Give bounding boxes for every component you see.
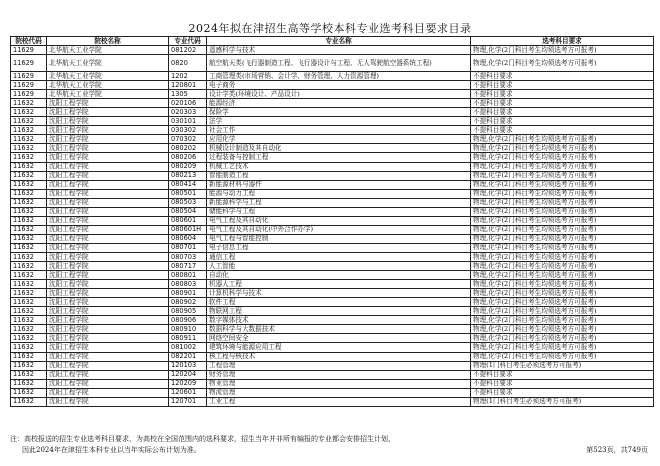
- major-name-cell: 新能源材料与器件: [207, 180, 471, 189]
- major-code-cell: 120701: [169, 397, 207, 406]
- subject-requirement-cell: 物理,化学(2门科目考生均须选考方可报考): [471, 144, 654, 153]
- major-name-cell: 电子信息工程: [207, 243, 471, 252]
- major-name-cell: 机械工艺技术: [207, 162, 471, 171]
- school-code-cell: 11629: [11, 72, 47, 81]
- school-name-cell: 沈阳工程学院: [47, 334, 169, 343]
- major-code-cell: 080902: [169, 298, 207, 307]
- subject-requirement-cell: 不提科目要求: [471, 117, 654, 126]
- school-name-cell: 沈阳工程学院: [47, 325, 169, 334]
- table-row: [11, 370, 654, 379]
- major-code-cell: 080911: [169, 334, 207, 343]
- school-name-cell: 沈阳工程学院: [47, 162, 169, 171]
- table-row: [11, 334, 654, 343]
- school-name-cell: 沈阳工程学院: [47, 316, 169, 325]
- header-major-name: 专业名称: [207, 37, 471, 46]
- subject-requirement-cell: 物理,化学(2门科目考生均须选考方可报考): [471, 280, 654, 289]
- table-row: [11, 207, 654, 216]
- table-row: [11, 343, 654, 352]
- page-indicator: 第523页，共749页: [586, 446, 648, 454]
- major-code-cell: 1305: [169, 90, 207, 99]
- major-code-cell: 030101: [169, 117, 207, 126]
- major-name-cell: 应用化学: [207, 135, 471, 144]
- school-code-cell: 11632: [11, 307, 47, 316]
- table-row: [11, 72, 654, 81]
- table-row: [11, 99, 654, 108]
- subject-requirement-cell: 不提科目要求: [471, 388, 654, 397]
- header-school-name: 院校名称: [47, 37, 169, 46]
- major-code-cell: 030302: [169, 126, 207, 135]
- major-name-cell: 数据科学与大数据技术: [207, 325, 471, 334]
- school-code-cell: 11632: [11, 126, 47, 135]
- major-code-cell: 080209: [169, 162, 207, 171]
- major-name-cell: 能源与动力工程: [207, 189, 471, 198]
- major-code-cell: 020106: [169, 99, 207, 108]
- school-name-cell: 沈阳工程学院: [47, 307, 169, 316]
- major-code-cell: 080601H: [169, 225, 207, 234]
- school-name-cell: 沈阳工程学院: [47, 216, 169, 225]
- school-code-cell: 11632: [11, 379, 47, 388]
- table-row: [11, 153, 654, 162]
- table-row: [11, 325, 654, 334]
- major-name-cell: 储能科学与工程: [207, 207, 471, 216]
- major-code-cell: 1202: [169, 72, 207, 81]
- subject-requirement-cell: 物理,化学(2门科目考生均须选考方可报考): [471, 162, 654, 171]
- school-name-cell: 沈阳工程学院: [47, 280, 169, 289]
- school-name-cell: 沈阳工程学院: [47, 135, 169, 144]
- table-row: [11, 361, 654, 370]
- table-row: [11, 243, 654, 252]
- subject-requirement-cell: 物理,化学(2门科目考生均须选考方可报考): [471, 46, 654, 55]
- subject-requirement-cell: 物理,化学(2门科目考生均须选考方可报考): [471, 189, 654, 198]
- table-row: [11, 397, 654, 406]
- school-name-cell: 北华航天工业学院: [47, 46, 169, 55]
- school-name-cell: 沈阳工程学院: [47, 234, 169, 243]
- major-name-cell: 物流管理: [207, 388, 471, 397]
- school-name-cell: 沈阳工程学院: [47, 262, 169, 271]
- major-name-cell: 电子商务: [207, 81, 471, 90]
- major-code-cell: 120209: [169, 379, 207, 388]
- major-code-cell: 081202: [169, 46, 207, 55]
- subject-requirement-cell: 物理(1门科目考生必须选考方可报考): [471, 397, 654, 406]
- major-code-cell: 120601: [169, 388, 207, 397]
- subject-requirement-cell: 不提科目要求: [471, 126, 654, 135]
- major-name-cell: 软件工程: [207, 298, 471, 307]
- school-code-cell: 11632: [11, 289, 47, 298]
- subject-requirement-cell: 物理,化学(2门科目考生均须选考方可报考): [471, 243, 654, 252]
- subject-requirement-cell: 物理,化学(2门科目考生均须选考方可报考): [471, 316, 654, 325]
- school-code-cell: 11632: [11, 352, 47, 361]
- school-name-cell: 沈阳工程学院: [47, 397, 169, 406]
- school-name-cell: 沈阳工程学院: [47, 117, 169, 126]
- major-code-cell: 080504: [169, 207, 207, 216]
- major-name-cell: 新能源科学与工程: [207, 198, 471, 207]
- subject-requirement-cell: 物理,化学(2门科目考生均须选考方可报考): [471, 334, 654, 343]
- major-code-cell: 080906: [169, 316, 207, 325]
- table-row: [11, 379, 654, 388]
- major-name-cell: 设计学类(环境设计、产品设计): [207, 90, 471, 99]
- school-name-cell: 沈阳工程学院: [47, 370, 169, 379]
- school-code-cell: 11632: [11, 271, 47, 280]
- major-code-cell: 080202: [169, 144, 207, 153]
- table-row: [11, 55, 654, 72]
- major-code-cell: 080910: [169, 325, 207, 334]
- school-code-cell: 11632: [11, 280, 47, 289]
- school-code-cell: 11632: [11, 316, 47, 325]
- table-row: [11, 234, 654, 243]
- major-name-cell: 电气工程及其自动化: [207, 216, 471, 225]
- subject-requirement-cell: 物理,化学(2门科目考生均须选考方可报考): [471, 207, 654, 216]
- school-name-cell: 沈阳工程学院: [47, 343, 169, 352]
- table-row: [11, 225, 654, 234]
- table-row: [11, 46, 654, 55]
- table-row: [11, 316, 654, 325]
- page-title: 2024年拟在津招生高等学校本科专业选考科目要求目录: [188, 22, 472, 35]
- school-code-cell: 11632: [11, 108, 47, 117]
- school-name-cell: 沈阳工程学院: [47, 289, 169, 298]
- subject-requirement-cell: 物理,化学(2门科目考生均须选考方可报考): [471, 262, 654, 271]
- major-name-cell: 社会工作: [207, 126, 471, 135]
- major-name-cell: 保险学: [207, 108, 471, 117]
- major-code-cell: 120204: [169, 370, 207, 379]
- school-code-cell: 11632: [11, 397, 47, 406]
- school-code-cell: 11632: [11, 388, 47, 397]
- table-row: [11, 117, 654, 126]
- school-name-cell: 沈阳工程学院: [47, 298, 169, 307]
- school-code-cell: 11632: [11, 180, 47, 189]
- school-code-cell: 11632: [11, 325, 47, 334]
- header-major-code: 专业代码: [169, 37, 207, 46]
- school-name-cell: 沈阳工程学院: [47, 207, 169, 216]
- school-name-cell: 北华航天工业学院: [47, 81, 169, 90]
- major-code-cell: 120103: [169, 361, 207, 370]
- school-name-cell: 北华航天工业学院: [47, 72, 169, 81]
- table-row: [11, 108, 654, 117]
- school-code-cell: 11632: [11, 171, 47, 180]
- footnote: [10, 434, 395, 456]
- major-name-cell: 机械设计制造及其自动化: [207, 144, 471, 153]
- school-name-cell: 沈阳工程学院: [47, 271, 169, 280]
- school-code-cell: 11632: [11, 361, 47, 370]
- subject-requirement-cell: 不提科目要求: [471, 90, 654, 99]
- footnote-line-1: 注：高校报送的招生专业选考科目要求，为高校在全国范围内的选科要求，招生当年并非所有编报的专业都会安排招生计划，: [10, 435, 395, 443]
- school-code-cell: 11632: [11, 234, 47, 243]
- subject-requirement-cell: 物理,化学(2门科目考生均须选考方可报考): [471, 55, 654, 72]
- footnote-line-2: 因此2024年在津招生本科专业以当年实际公布计划为准。: [22, 446, 201, 454]
- subject-requirement-cell: 物理,化学(2门科目考生均须选考方可报考): [471, 271, 654, 280]
- school-code-cell: 11632: [11, 298, 47, 307]
- school-code-cell: 11632: [11, 162, 47, 171]
- school-name-cell: 北华航天工业学院: [47, 55, 169, 72]
- school-name-cell: 沈阳工程学院: [47, 180, 169, 189]
- major-name-cell: 智能制造工程: [207, 171, 471, 180]
- school-code-cell: 11632: [11, 262, 47, 271]
- table-row: [11, 171, 654, 180]
- table-row: [11, 298, 654, 307]
- subject-requirement-cell: 物理,化学(2门科目考生均须选考方可报考): [471, 252, 654, 261]
- major-code-cell: 080206: [169, 153, 207, 162]
- major-name-cell: 航空航天类(飞行器制造工程、飞行器设计与工程、无人驾驶航空器系统工程): [207, 55, 471, 72]
- school-name-cell: 沈阳工程学院: [47, 144, 169, 153]
- subject-requirement-cell: 物理,化学(2门科目考生均须选考方可报考): [471, 153, 654, 162]
- major-name-cell: 计算机科学与技术: [207, 289, 471, 298]
- major-name-cell: 工业工程: [207, 397, 471, 406]
- table-row: [11, 180, 654, 189]
- major-code-cell: 080905: [169, 307, 207, 316]
- major-name-cell: 物联网工程: [207, 307, 471, 316]
- school-name-cell: 北华航天工业学院: [47, 90, 169, 99]
- major-code-cell: 120801: [169, 81, 207, 90]
- subject-requirement-cell: 物理,化学(2门科目考生均须选考方可报考): [471, 171, 654, 180]
- table-row: [11, 262, 654, 271]
- major-name-cell: 机器人工程: [207, 280, 471, 289]
- major-code-cell: 080717: [169, 262, 207, 271]
- subject-requirement-cell: 物理,化学(2门科目考生均须选考方可报考): [471, 343, 654, 352]
- major-code-cell: 0820: [169, 55, 207, 72]
- major-code-cell: 080501: [169, 189, 207, 198]
- school-code-cell: 11632: [11, 334, 47, 343]
- subject-requirement-cell: 物理,化学(2门科目考生均须选考方可报考): [471, 135, 654, 144]
- subject-requirement-cell: 不提科目要求: [471, 108, 654, 117]
- table-row: [11, 216, 654, 225]
- major-name-cell: 自动化: [207, 271, 471, 280]
- school-code-cell: 11632: [11, 243, 47, 252]
- subject-requirement-cell: 不提科目要求: [471, 81, 654, 90]
- subject-requirement-cell: 不提科目要求: [471, 72, 654, 81]
- major-code-cell: 082201: [169, 352, 207, 361]
- table-body: [11, 46, 654, 407]
- school-name-cell: 沈阳工程学院: [47, 99, 169, 108]
- school-code-cell: 11632: [11, 198, 47, 207]
- table-row: [11, 126, 654, 135]
- major-name-cell: 数字媒体技术: [207, 316, 471, 325]
- school-name-cell: 沈阳工程学院: [47, 379, 169, 388]
- table-row: [11, 307, 654, 316]
- school-code-cell: 11632: [11, 135, 47, 144]
- major-code-cell: 080801: [169, 271, 207, 280]
- subject-requirement-cell: 物理,化学(2门科目考生均须选考方可报考): [471, 234, 654, 243]
- subject-requirement-cell: 物理,化学(2门科目考生均须选考方可报考): [471, 198, 654, 207]
- school-code-cell: 11632: [11, 370, 47, 379]
- subject-requirement-cell: 物理,化学(2门科目考生均须选考方可报考): [471, 289, 654, 298]
- major-name-cell: 建筑环境与能源应用工程: [207, 343, 471, 352]
- header-subject-requirement: 选考科目要求: [471, 37, 654, 46]
- table-row: [11, 252, 654, 261]
- table-row: [11, 81, 654, 90]
- school-name-cell: 沈阳工程学院: [47, 352, 169, 361]
- school-code-cell: 11632: [11, 189, 47, 198]
- subject-requirement-cell: 不提科目要求: [471, 99, 654, 108]
- table-row: [11, 388, 654, 397]
- subject-requirement-cell: 物理(1门科目考生必须选考方可报考): [471, 361, 654, 370]
- major-code-cell: 080803: [169, 280, 207, 289]
- major-name-cell: 法学: [207, 117, 471, 126]
- major-name-cell: 遥感科学与技术: [207, 46, 471, 55]
- major-name-cell: 工程管理: [207, 361, 471, 370]
- major-name-cell: 物业管理: [207, 379, 471, 388]
- school-code-cell: 11632: [11, 252, 47, 261]
- table-row: [11, 198, 654, 207]
- school-code-cell: 11632: [11, 144, 47, 153]
- school-code-cell: 11632: [11, 117, 47, 126]
- major-code-cell: 080701: [169, 243, 207, 252]
- school-code-cell: 11632: [11, 343, 47, 352]
- school-name-cell: 沈阳工程学院: [47, 189, 169, 198]
- school-code-cell: 11632: [11, 207, 47, 216]
- table-row: [11, 271, 654, 280]
- school-name-cell: 沈阳工程学院: [47, 198, 169, 207]
- subject-requirement-cell: 物理,化学(2门科目考生均须选考方可报考): [471, 216, 654, 225]
- major-code-cell: 080414: [169, 180, 207, 189]
- major-code-cell: 020303: [169, 108, 207, 117]
- major-name-cell: 网络空间安全: [207, 334, 471, 343]
- school-code-cell: 11629: [11, 81, 47, 90]
- subject-requirement-cell: 不提科目要求: [471, 370, 654, 379]
- table-row: [11, 90, 654, 99]
- major-code-cell: 080901: [169, 289, 207, 298]
- school-name-cell: 沈阳工程学院: [47, 126, 169, 135]
- major-code-cell: 080503: [169, 198, 207, 207]
- subject-requirement-cell: 物理,化学(2门科目考生均须选考方可报考): [471, 352, 654, 361]
- subject-requirement-cell: 物理,化学(2门科目考生均须选考方可报考): [471, 325, 654, 334]
- school-name-cell: 沈阳工程学院: [47, 252, 169, 261]
- table-row: [11, 352, 654, 361]
- major-code-cell: 080703: [169, 252, 207, 261]
- school-name-cell: 沈阳工程学院: [47, 388, 169, 397]
- major-name-cell: 电气工程及其自动化(中外合作办学): [207, 225, 471, 234]
- major-name-cell: 能源经济: [207, 99, 471, 108]
- table-header-row: [11, 37, 654, 46]
- school-name-cell: 沈阳工程学院: [47, 361, 169, 370]
- subject-requirement-cell: 物理,化学(2门科目考生均须选考方可报考): [471, 225, 654, 234]
- header-school-code: 院校代码: [11, 37, 47, 46]
- subject-requirement-cell: 物理,化学(2门科目考生均须选考方可报考): [471, 307, 654, 316]
- major-name-cell: 人工智能: [207, 262, 471, 271]
- table-row: [11, 144, 654, 153]
- school-name-cell: 沈阳工程学院: [47, 243, 169, 252]
- major-name-cell: 财务管理: [207, 370, 471, 379]
- table-row: [11, 280, 654, 289]
- school-code-cell: 11632: [11, 153, 47, 162]
- table-row: [11, 135, 654, 144]
- school-name-cell: 沈阳工程学院: [47, 153, 169, 162]
- school-code-cell: 11632: [11, 216, 47, 225]
- school-name-cell: 沈阳工程学院: [47, 225, 169, 234]
- table-row: [11, 162, 654, 171]
- table-row: [11, 289, 654, 298]
- major-code-cell: 070302: [169, 135, 207, 144]
- subject-requirement-cell: 物理,化学(2门科目考生均须选考方可报考): [471, 298, 654, 307]
- school-code-cell: 11629: [11, 55, 47, 72]
- school-name-cell: 沈阳工程学院: [47, 108, 169, 117]
- school-code-cell: 11629: [11, 46, 47, 55]
- subject-requirement-cell: 物理,化学(2门科目考生均须选考方可报考): [471, 180, 654, 189]
- school-name-cell: 沈阳工程学院: [47, 171, 169, 180]
- major-code-cell: 080601: [169, 216, 207, 225]
- subject-requirement-cell: 不提科目要求: [471, 379, 654, 388]
- major-name-cell: 过程装备与控制工程: [207, 153, 471, 162]
- major-name-cell: 电气工程与智能控制: [207, 234, 471, 243]
- school-code-cell: 11629: [11, 90, 47, 99]
- major-name-cell: 核工程与核技术: [207, 352, 471, 361]
- major-name-cell: 工商管理类(市场营销、会计学、财务管理、人力资源管理): [207, 72, 471, 81]
- major-name-cell: 通信工程: [207, 252, 471, 261]
- major-code-cell: 080604: [169, 234, 207, 243]
- requirements-table: [10, 36, 654, 407]
- table-row: [11, 189, 654, 198]
- school-code-cell: 11632: [11, 225, 47, 234]
- major-code-cell: 081002: [169, 343, 207, 352]
- major-code-cell: 080213: [169, 171, 207, 180]
- school-code-cell: 11632: [11, 99, 47, 108]
